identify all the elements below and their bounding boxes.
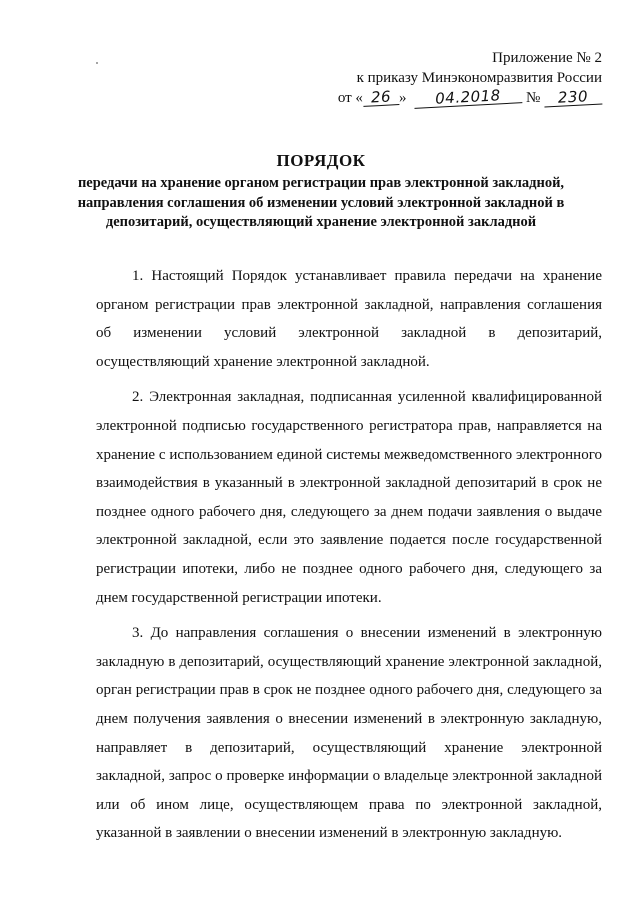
handwritten-date: 04.2018 xyxy=(414,86,523,109)
paragraph-1: 1. Настоящий Порядок устанавливает правила передачи на хранение органом регистрации прав электронной закладной, направления соглашения об изменении условий электронной закладной в депозитарий, осуществляющий хранение электронной закладной. xyxy=(96,268,602,370)
order-reference: к приказу Минэкономразвития России xyxy=(356,70,602,86)
date-prefix: от « xyxy=(337,90,363,106)
title-main: ПОРЯДОК xyxy=(276,151,366,170)
paragraph-3: 3. До направления соглашения о внесении изменений в электронную закладную в депозитарий, осуществляющий хранение электронной закладной, орган регистрации прав в срок не позднее одного рабочего дня, следующего за днем получения заявления о внесении изменений в электронную закладную, направляет в депозитарий, осуществляющий хранение электронной закладной, запрос о проверке информации о владельце электронной закладной или об ином лице, осуществляющем права по электронной закладной, указанной в заявлении о внесении изменений в электронную закладную. xyxy=(96,625,602,842)
appendix-header xyxy=(332,48,602,108)
document-title xyxy=(40,150,602,233)
appendix-number: Приложение № 2 xyxy=(492,50,602,66)
scan-artifact-dot xyxy=(96,62,98,64)
order-date-number-line xyxy=(332,88,602,108)
handwritten-number: 230 xyxy=(544,87,603,107)
handwritten-day: 26 xyxy=(363,88,400,107)
paragraph-2: 2. Электронная закладная, подписанная усиленной квалифицированной электронной подписью государственного регистратора прав, направляется на хранение с использованием единой системы межведомственного электронного взаимодействия в указанный в электронной закладной депозитарий в срок не позднее одного рабочего дня, следующего за днем подачи заявления о выдаче электронной закладной, если это заявление подается после государственной регистрации ипотеки, либо не позднее одного рабочего дня, следующего за днем государственной регистрации ипотеки. xyxy=(96,389,602,606)
number-prefix: № xyxy=(525,90,541,106)
date-quote-close: » xyxy=(398,90,407,106)
title-subtitle: передачи на хранение органом регистрации прав электронной закладной, направления соглашения об изменении условий электронной закладной в депозитарий, осуществляющий хранение электронной закладной xyxy=(77,175,565,230)
document-body xyxy=(96,262,602,855)
